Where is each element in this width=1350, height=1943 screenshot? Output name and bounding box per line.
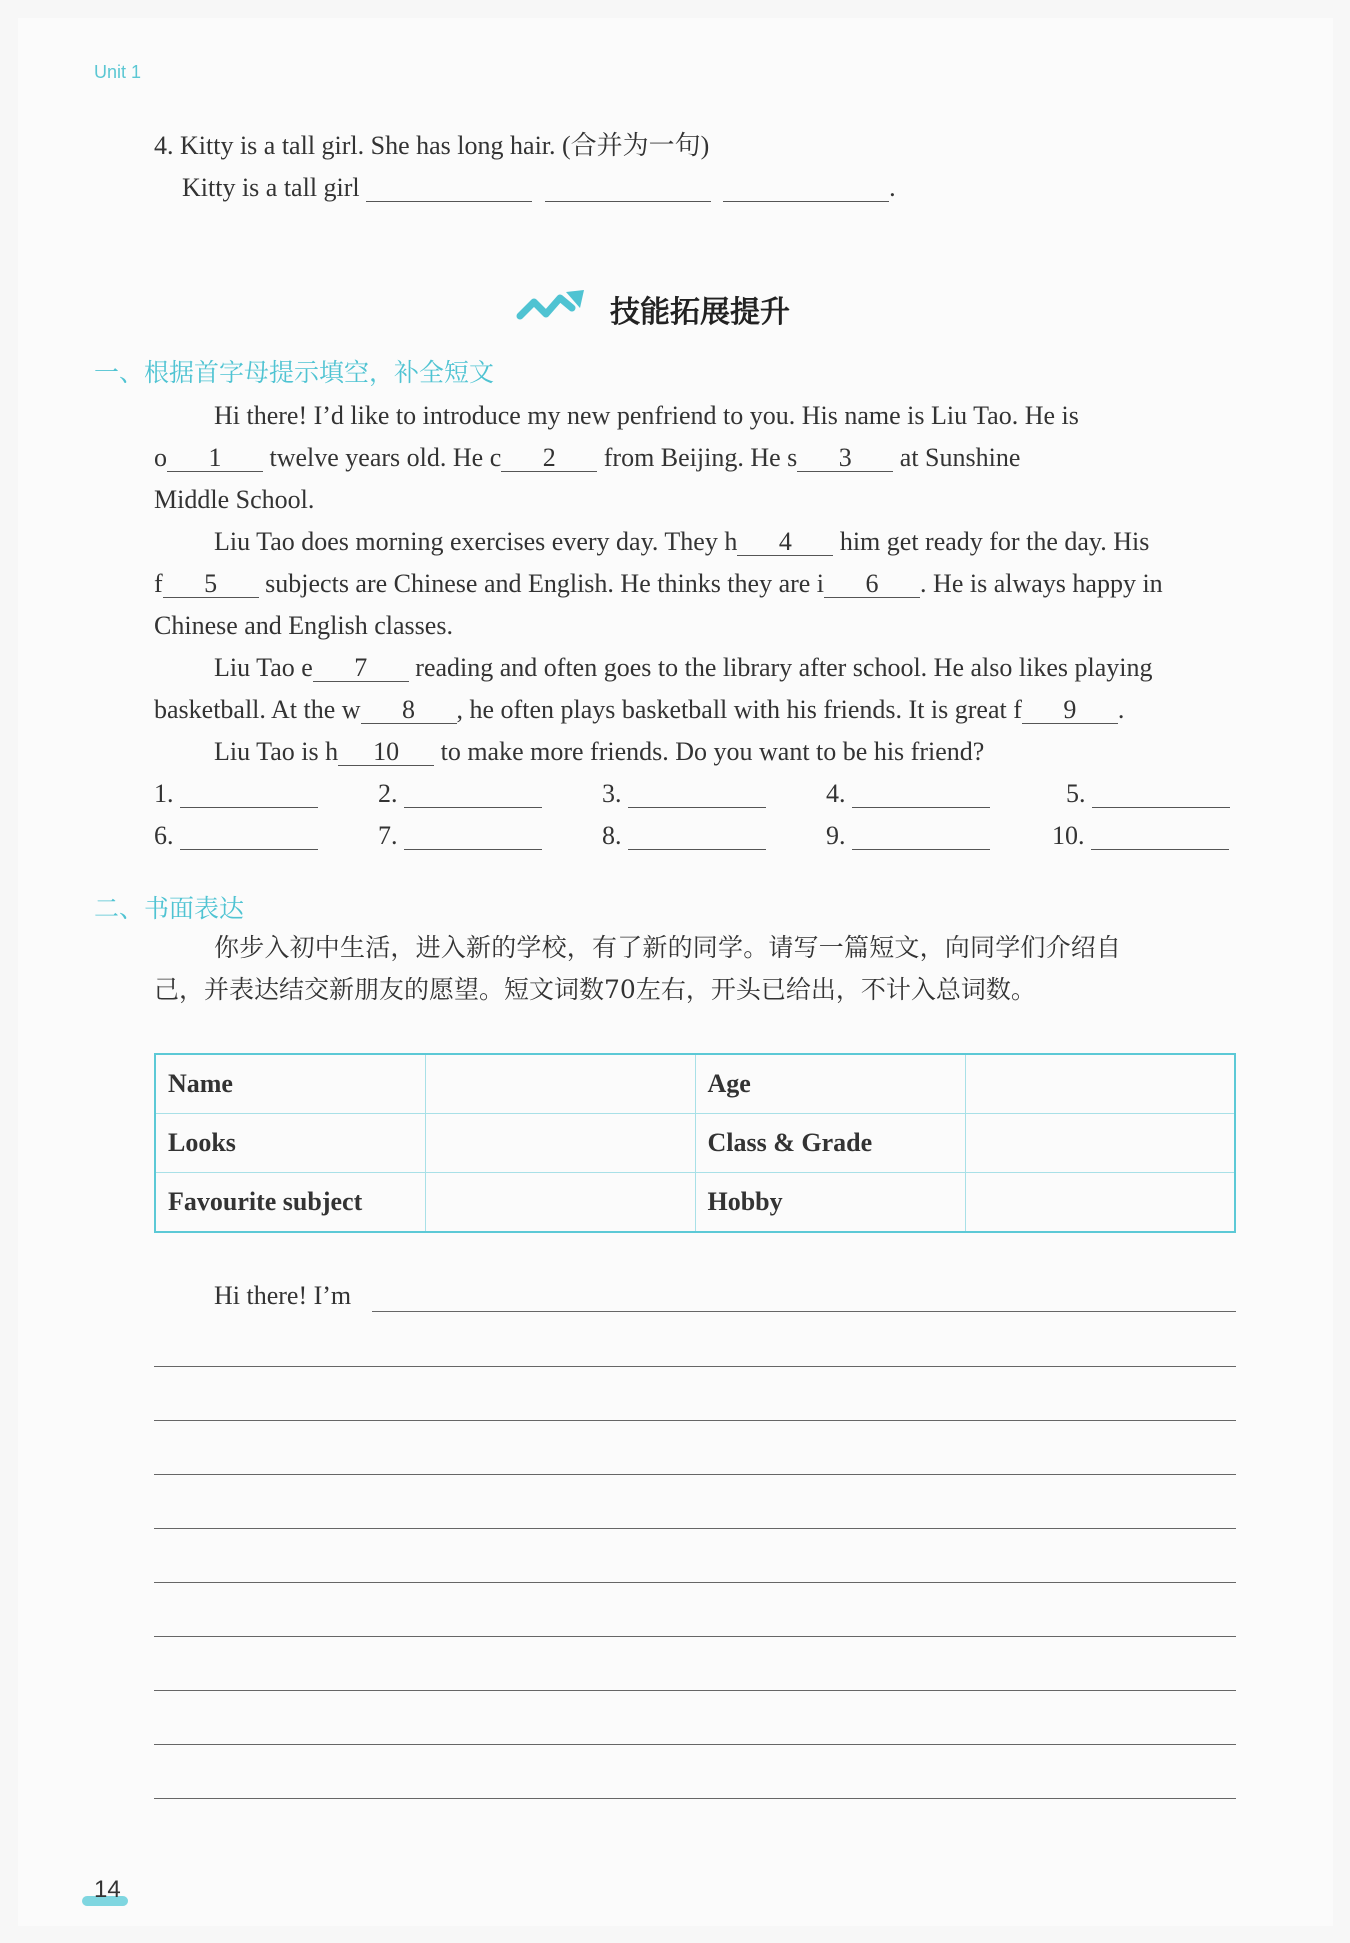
table-input-cell[interactable] xyxy=(425,1173,695,1233)
gap-blank-3[interactable]: 3 xyxy=(797,445,893,472)
writing-line[interactable] xyxy=(154,1582,1236,1583)
passage-line: Chinese and English classes. xyxy=(154,611,453,640)
question-4-answer-line: Kitty is a tall girl . xyxy=(182,173,896,202)
writing-line[interactable] xyxy=(154,1420,1236,1421)
gap-blank-9[interactable]: 9 xyxy=(1022,697,1118,724)
question-4: 4. Kitty is a tall girl. She has long hair. (合并为一句) xyxy=(154,131,710,160)
answer-blank[interactable] xyxy=(723,175,889,202)
gap-blank-6[interactable]: 6 xyxy=(824,571,920,598)
gap-blank-10[interactable]: 10 xyxy=(338,739,434,766)
writing-line[interactable] xyxy=(154,1366,1236,1367)
answer-blank[interactable] xyxy=(1092,781,1230,808)
answer-item: 8. xyxy=(602,823,766,850)
table-input-cell[interactable] xyxy=(425,1054,695,1114)
passage-line: Hi there! I’d like to introduce my new penfriend to you. His name is Liu Tao. He is xyxy=(214,401,1079,430)
table-label: Hobby xyxy=(695,1173,965,1233)
writing-line[interactable] xyxy=(154,1528,1236,1529)
table-row xyxy=(155,1173,1235,1233)
passage-line: Liu Tao e 7 reading and often goes to the library after school. He also likes playing xyxy=(214,653,1153,682)
table-input-cell[interactable] xyxy=(965,1114,1235,1173)
answer-item: 6. xyxy=(154,823,318,850)
writing-line[interactable] xyxy=(154,1636,1236,1637)
section-banner-title: 技能拓展提升 xyxy=(610,295,790,330)
table-label: Looks xyxy=(155,1114,425,1173)
table-row xyxy=(155,1114,1235,1173)
passage-line: Liu Tao is h 10 to make more friends. Do you want to be his friend? xyxy=(214,737,985,766)
answer-blank[interactable] xyxy=(404,823,542,850)
passage-line: Liu Tao does morning exercises every day. They h 4 him get ready for the day. His xyxy=(214,527,1150,556)
table-label: Class & Grade xyxy=(695,1114,965,1173)
answer-blank[interactable] xyxy=(628,823,766,850)
table-label: Name xyxy=(155,1054,425,1114)
answer-blank[interactable] xyxy=(366,175,532,202)
table-input-cell[interactable] xyxy=(965,1054,1235,1114)
answer-blank[interactable] xyxy=(545,175,711,202)
answer-item: 5. xyxy=(1066,781,1230,808)
writing-prompt-line: 己，并表达结交新朋友的愿望。短文词数70左右，开头已给出，不计入总词数。 xyxy=(154,975,1036,1004)
answer-item: 4. xyxy=(826,781,990,808)
gap-blank-1[interactable]: 1 xyxy=(167,445,263,472)
writing-line[interactable] xyxy=(154,1798,1236,1799)
unit-label: Unit 1 xyxy=(94,62,142,82)
passage-line: o 1 twelve years old. He c 2 from Beijing. He s 3 at Sunshine xyxy=(154,443,1021,472)
gap-blank-5[interactable]: 5 xyxy=(163,571,259,598)
answer-item: 7. xyxy=(378,823,542,850)
part1-title: 一、根据首字母提示填空，补全短文 xyxy=(94,358,495,387)
info-table xyxy=(154,1053,1236,1233)
table-row xyxy=(155,1054,1235,1114)
passage-line: basketball. At the w 8 , he often plays basketball with his friends. It is great f 9 . xyxy=(154,695,1125,724)
table-input-cell[interactable] xyxy=(425,1114,695,1173)
answer-blank[interactable] xyxy=(852,781,990,808)
answer-blank[interactable] xyxy=(852,823,990,850)
passage-line: Middle School. xyxy=(154,485,315,514)
writing-start-text: Hi there! I’m xyxy=(214,1281,352,1310)
writing-line[interactable] xyxy=(154,1474,1236,1475)
table-label: Age xyxy=(695,1054,965,1114)
table-input-cell[interactable] xyxy=(965,1173,1235,1233)
answer-item: 9. xyxy=(826,823,990,850)
gap-blank-2[interactable]: 2 xyxy=(501,445,597,472)
answer-item: 10. xyxy=(1052,823,1229,850)
writing-line[interactable] xyxy=(154,1744,1236,1745)
answer-blank[interactable] xyxy=(1091,823,1229,850)
answer-blank[interactable] xyxy=(180,781,318,808)
answer-item: 1. xyxy=(154,781,318,808)
answer-item: 2. xyxy=(378,781,542,808)
answer-blank[interactable] xyxy=(628,781,766,808)
writing-line[interactable] xyxy=(154,1690,1236,1691)
page-number: 14 xyxy=(94,1876,121,1903)
gap-blank-4[interactable]: 4 xyxy=(737,529,833,556)
trend-arrow-icon xyxy=(516,286,588,326)
answer-item: 3. xyxy=(602,781,766,808)
part2-title: 二、书面表达 xyxy=(94,894,245,923)
gap-blank-7[interactable]: 7 xyxy=(313,655,409,682)
writing-line[interactable] xyxy=(372,1311,1236,1312)
answer-blank[interactable] xyxy=(404,781,542,808)
writing-prompt-line: 你步入初中生活，进入新的学校，有了新的同学。请写一篇短文，向同学们介绍自 xyxy=(214,933,1122,962)
answer-blank[interactable] xyxy=(180,823,318,850)
table-label: Favourite subject xyxy=(155,1173,425,1233)
gap-blank-8[interactable]: 8 xyxy=(361,697,457,724)
passage-line: f 5 subjects are Chinese and English. He thinks they are i 6 . He is always happy in xyxy=(154,569,1163,598)
